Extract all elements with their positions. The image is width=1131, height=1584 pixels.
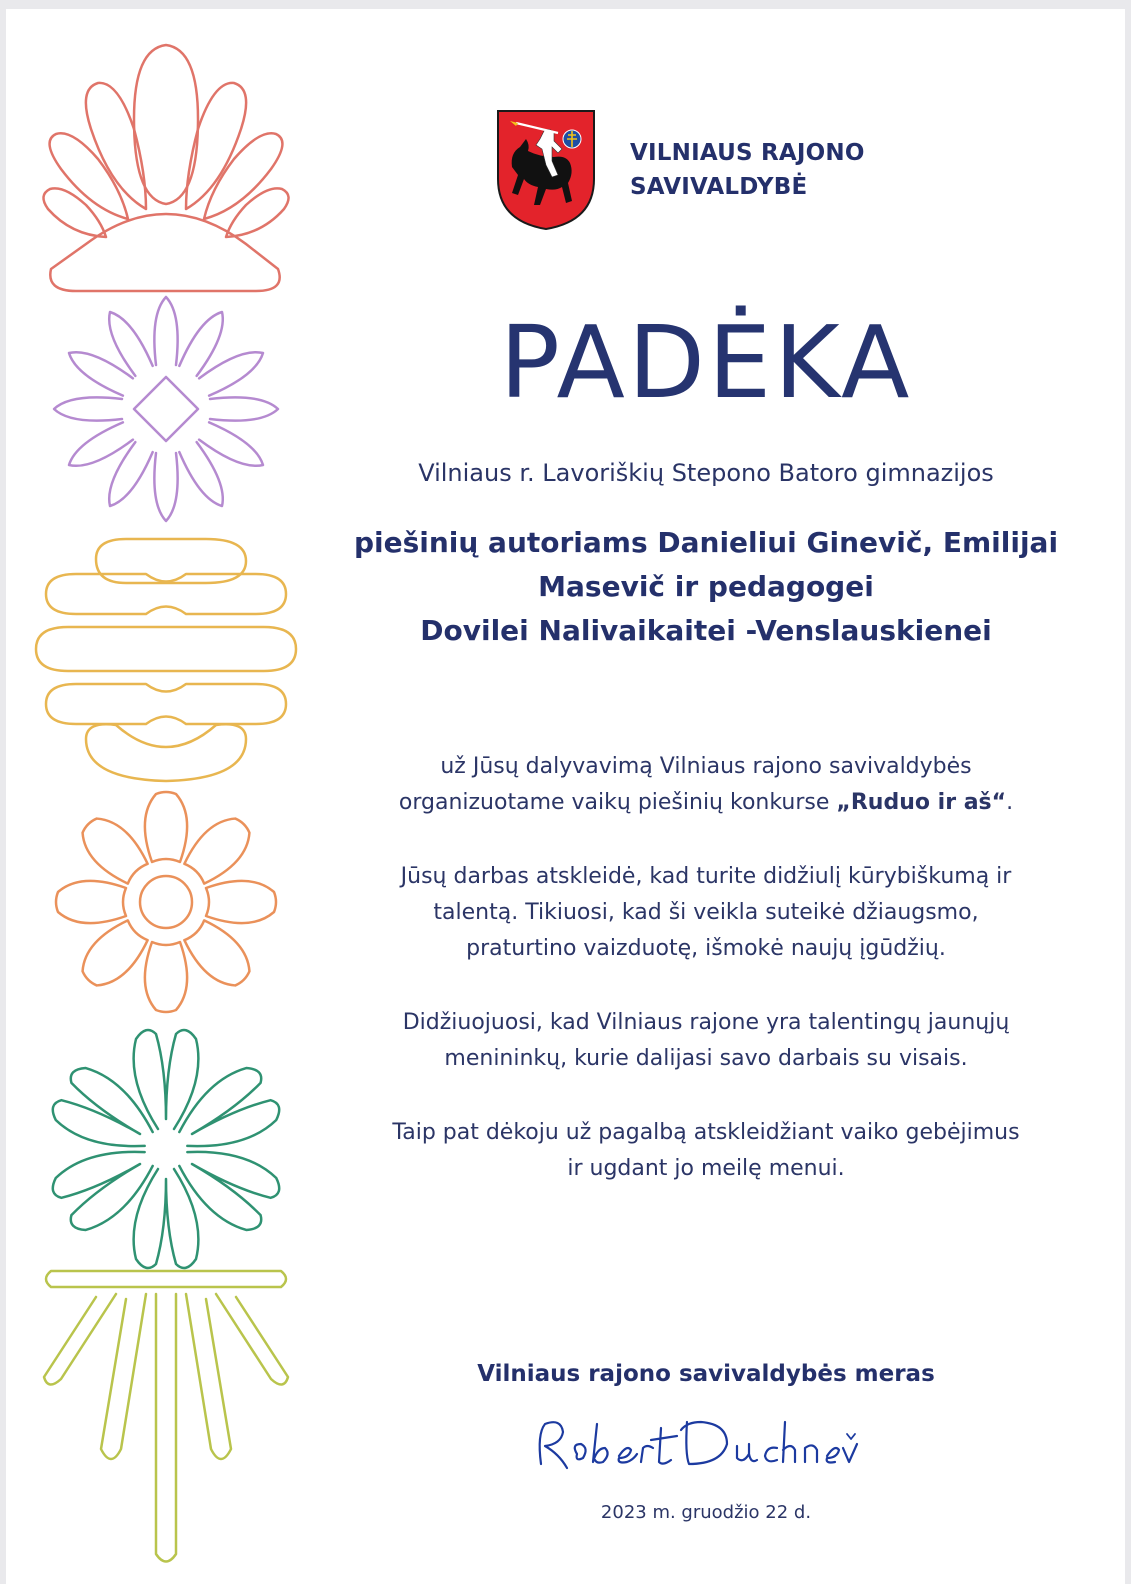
signatory-title: Vilniaus rajono savivaldybės meras (477, 1361, 935, 1387)
paragraph-text: organizuotame vaikų piešinių konkurse (398, 790, 837, 815)
paragraph-line: Didžiuojuosi, kad Vilniaus rajone yra talentingų jaunųjų (402, 1010, 1010, 1035)
paragraph-line: Jūsų darbas atskleidė, kad turite didžiulį kūrybiškumą ir (400, 864, 1012, 889)
handwritten-signature (531, 1414, 861, 1484)
recipients-line3: Dovilei Nalivaikaitei -Venslauskienei (420, 614, 992, 647)
paragraph-pride (346, 1005, 1066, 1077)
header (496, 109, 865, 231)
issue-date: 2023 m. gruodžio 22 d. (600, 1502, 812, 1523)
paragraph-line: ir ugdant jo meilę menui. (567, 1156, 845, 1181)
organization-name (630, 136, 865, 204)
paragraph-line (346, 785, 1066, 821)
paragraph-talent (346, 859, 1066, 967)
yellow-wave-motif (36, 539, 296, 781)
organization-name-line2: SAVIVALDYBĖ (630, 174, 808, 200)
orange-flower-motif (56, 792, 276, 1012)
paragraph-line: praturtino vaizduotę, išmokė naujų įgūdžių. (466, 936, 946, 961)
paragraph-participation (346, 749, 1066, 821)
paragraph-text: . (1006, 790, 1014, 815)
recipients-line2: Masevič ir pedagogei (538, 570, 874, 603)
vilnius-district-coat-of-arms-icon (496, 109, 596, 231)
school-line: Vilniaus r. Lavoriškių Stepono Batoro gimnazijos (418, 459, 994, 487)
paragraph-line: menininkų, kurie dalijasi savo darbais su visais. (444, 1046, 968, 1071)
lime-fork-motif (44, 1271, 288, 1562)
purple-flower-motif (54, 297, 278, 521)
red-fan-motif (43, 45, 288, 291)
paragraph-thanks (346, 1115, 1066, 1187)
certificate-title: PADĖKA (499, 304, 913, 421)
recipients-block (346, 521, 1066, 653)
organization-name-line1: VILNIAUS RAJONO (630, 140, 865, 166)
folk-ornament-border (6, 9, 306, 1584)
paragraph-line: už Jūsų dalyvavimą Vilniaus rajono savivaldybės (440, 754, 972, 779)
recipients-line1: piešinių autoriams Danieliui Ginevič, Emilijai (353, 526, 1059, 559)
contest-name: „Ruduo ir aš“ (836, 790, 1007, 815)
certificate-page (6, 9, 1125, 1584)
paragraph-line: Taip pat dėkoju už pagalbą atskleidžiant vaiko gebėjimus (392, 1120, 1020, 1145)
green-star-motif (47, 1030, 285, 1268)
paragraph-line: talentą. Tikiuosi, kad ši veikla suteikė džiaugsmo, (433, 900, 979, 925)
